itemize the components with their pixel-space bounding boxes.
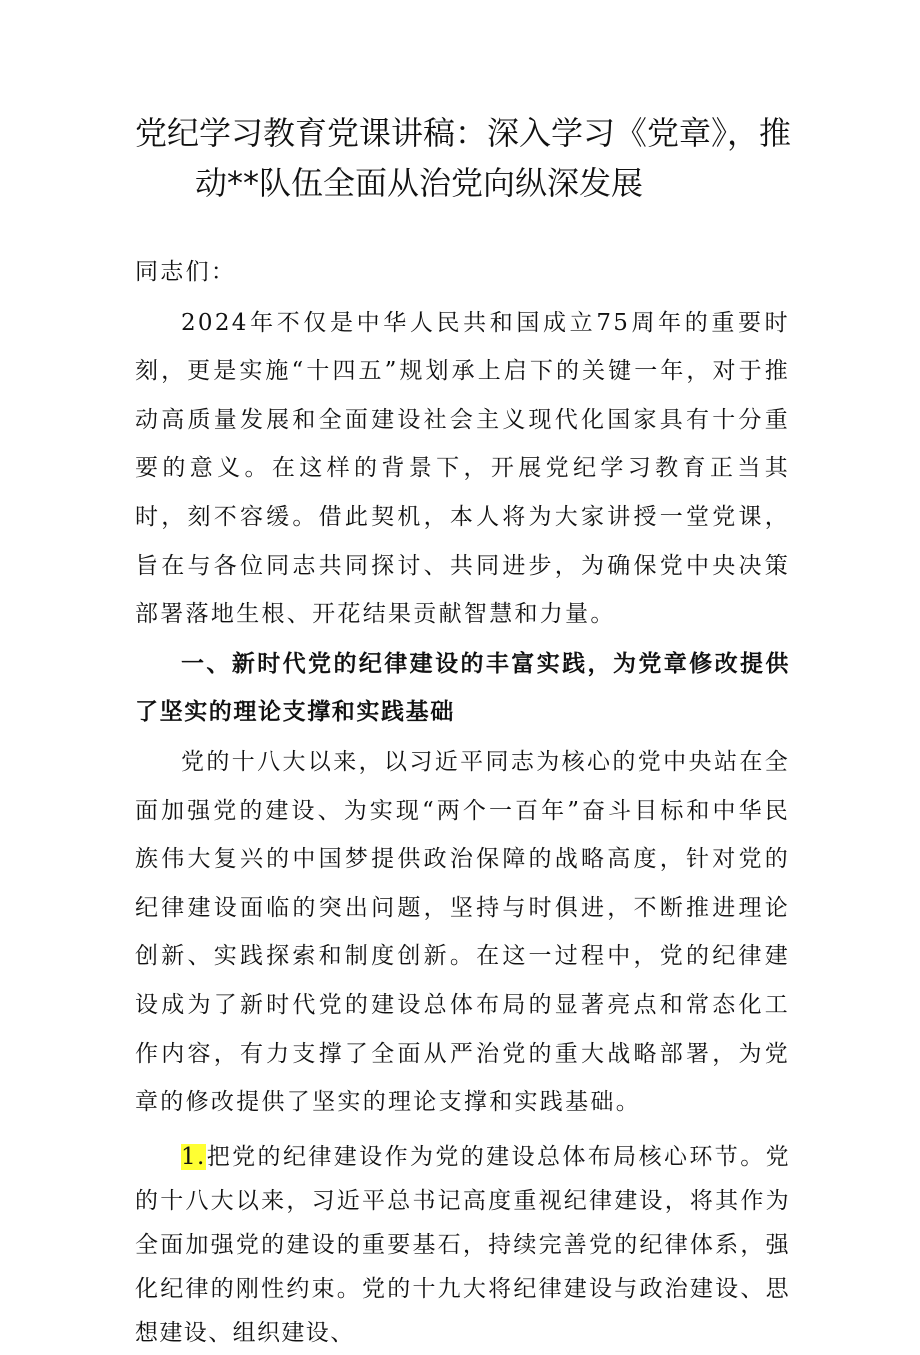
numbered-item-1 (135, 1135, 790, 1355)
item-1-text: 把党的纪律建设作为党的建设总体布局核心环节。党的十八大以来，习近平总书记高度重视纪律建设，将其作为全面加强党的建设的重要基石，持续完善党的纪律体系，强化纪律的刚性约束。党的十九大将纪律建设与政治建设、思想建设、组织建设、 (135, 1143, 790, 1346)
document-body (135, 248, 790, 1355)
section-heading-1: 一、新时代党的纪律建设的丰富实践，为党章修改提供了坚实的理论支撑和实践基础 (135, 650, 790, 726)
paragraph-intro: 2024年不仅是中华人民共和国成立75周年的重要时刻，更是实施“十四五”规划承上启下的关键一年，对于推动高质量发展和全面建设社会主义现代化国家具有十分重要的意义。在这样的背景下，开展党纪学习教育正当其时，刻不容缓。借此契机，本人将为大家讲授一堂党课，旨在与各位同志共同探讨、共同进步，为确保党中央决策部署落地生根、开花结果贡献智慧和力量。 (135, 309, 790, 628)
document-title (135, 108, 815, 208)
greeting: 同志们： (135, 259, 237, 285)
paragraph-section-1: 党的十八大以来，以习近平同志为核心的党中央站在全面加强党的建设、为实现“两个一百年”奋斗目标和中华民族伟大复兴的中国梦提供政治保障的战略高度，针对党的纪律建设面临的突出问题，坚持与时俱进，不断推进理论创新、实践探索和制度创新。在这一过程中，党的纪律建设成为了新时代党的建设总体布局的显著亮点和常态化工作内容，有力支撑了全面从严治党的重大战略部署，为党章的修改提供了坚实的理论支撑和实践基础。 (135, 748, 790, 1116)
title-line-1: 党纪学习教育党课讲稿：深入学习《党章》，推 (135, 114, 792, 152)
item-number-highlight: 1. (181, 1143, 206, 1170)
title-line-2: 动**队伍全面从治党向纵深发展 (195, 164, 644, 202)
